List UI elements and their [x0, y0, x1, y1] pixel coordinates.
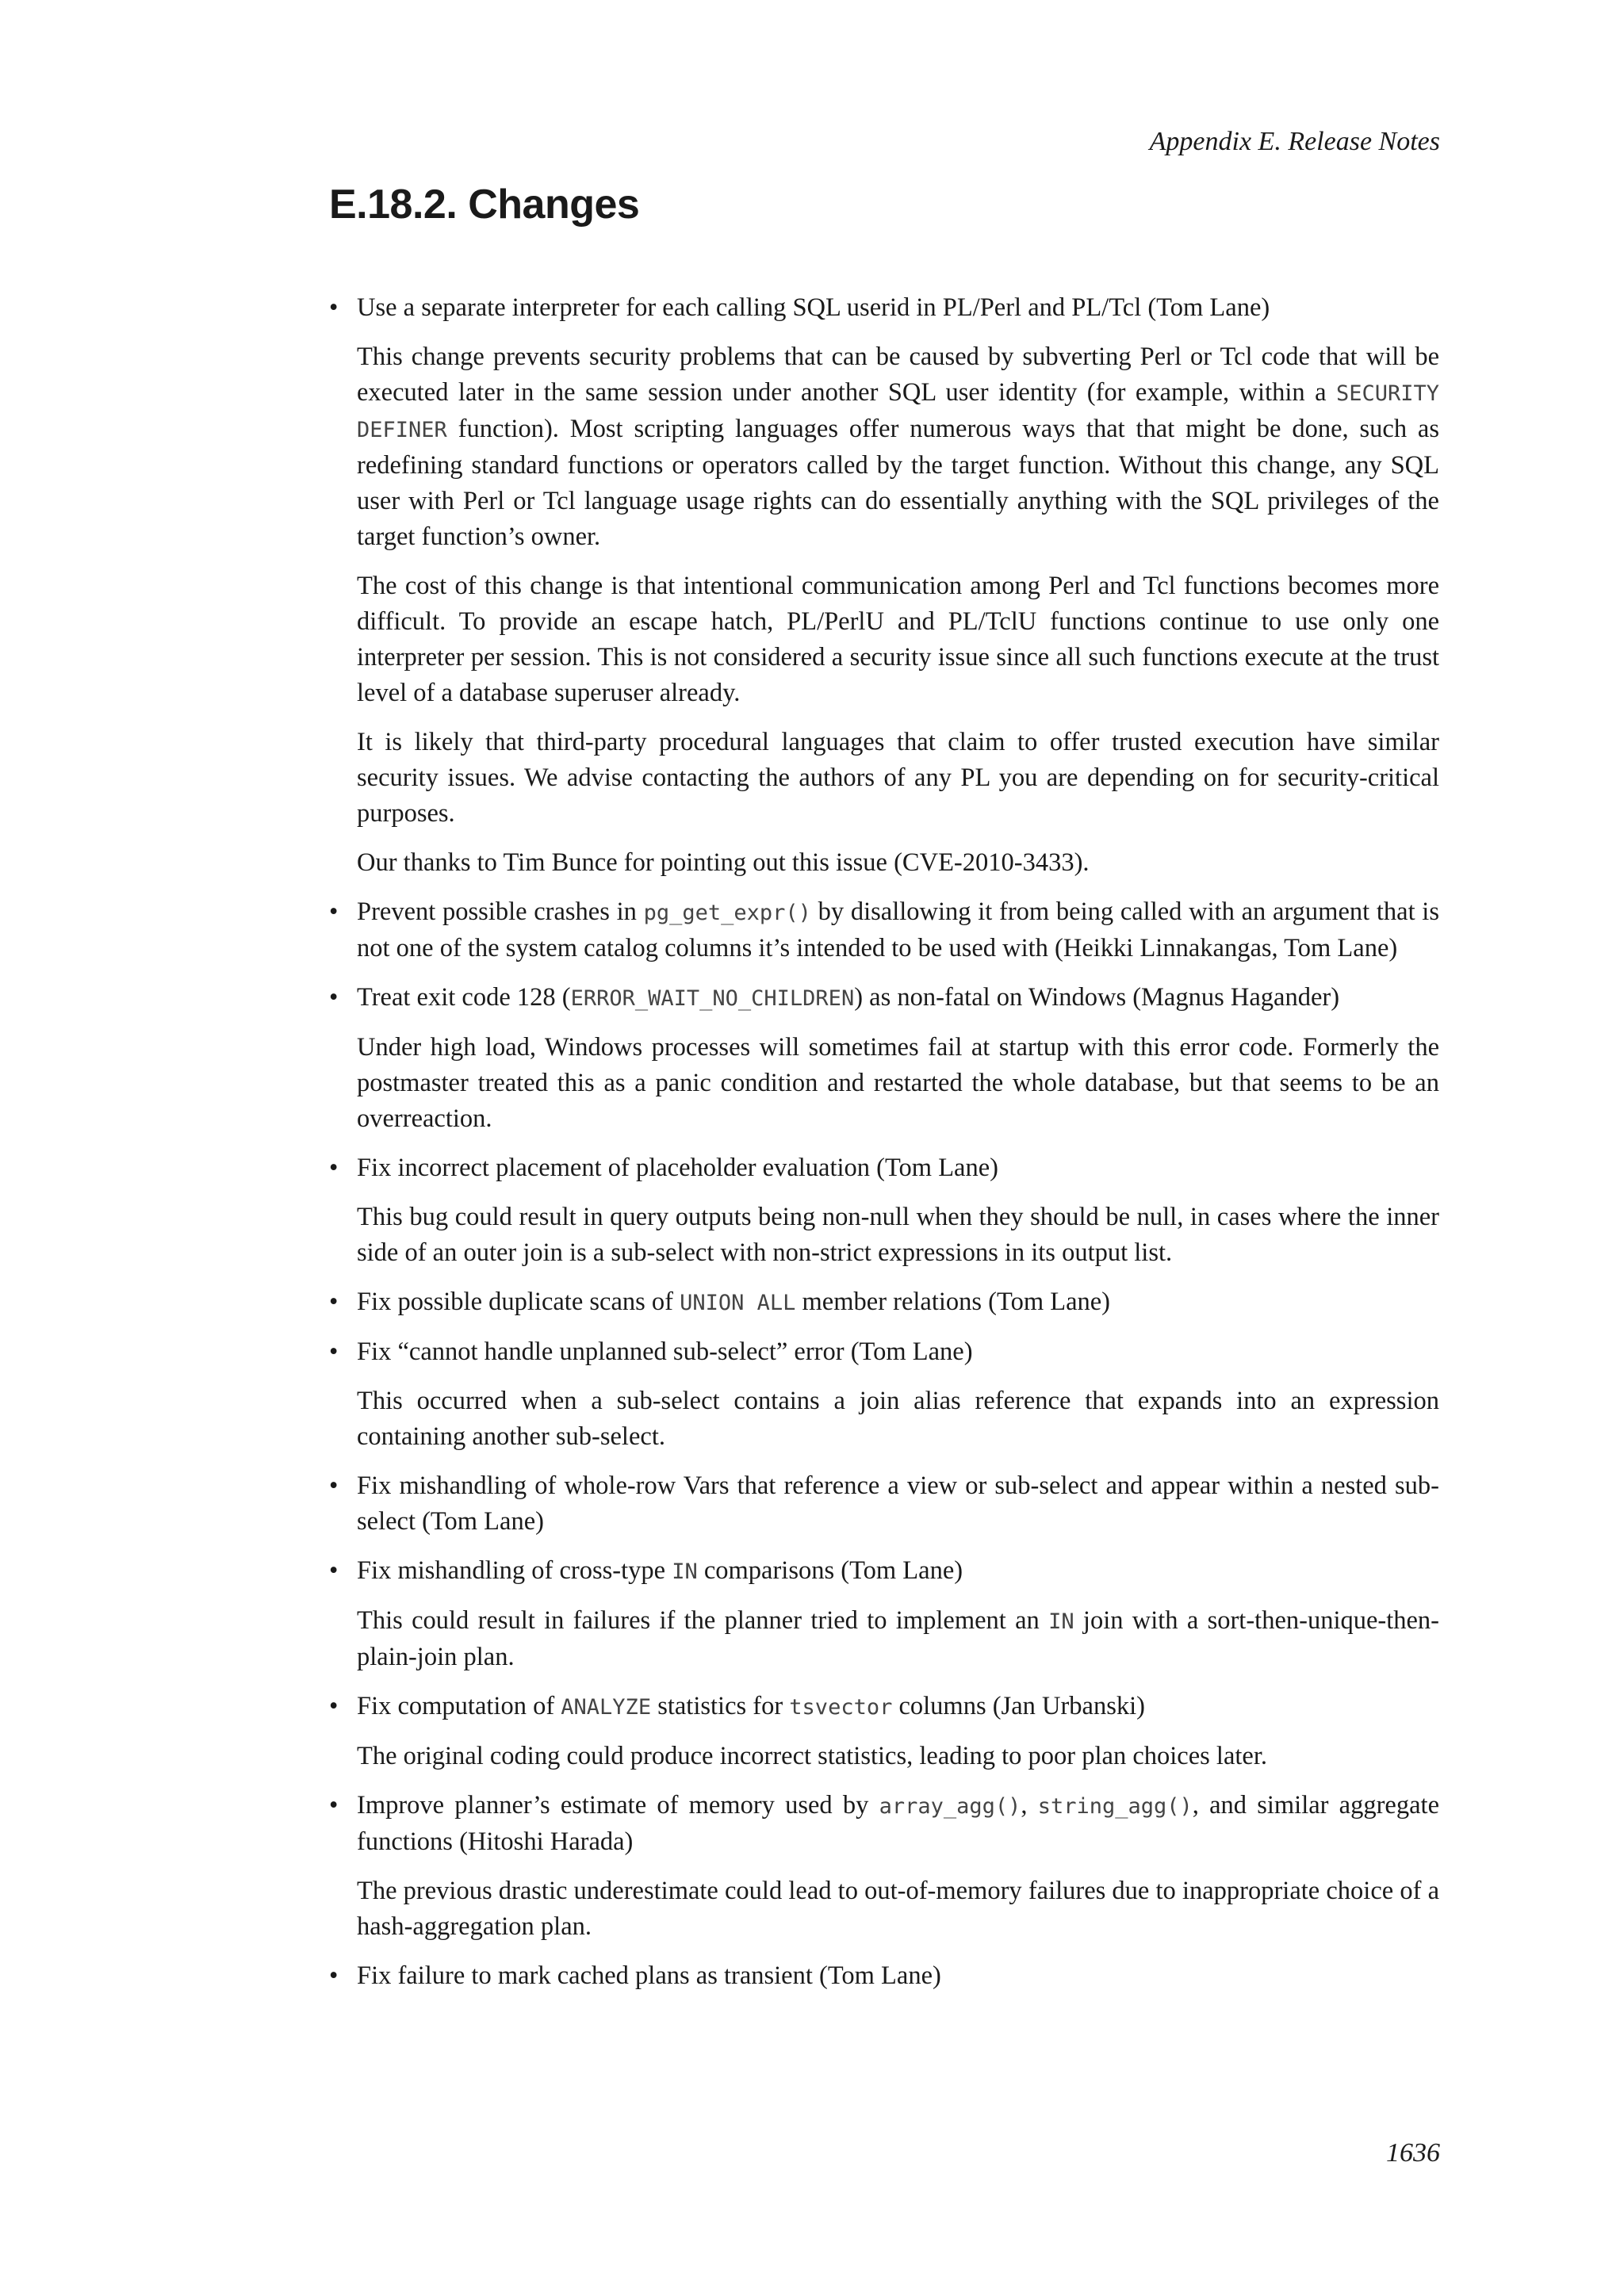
running-header: Appendix E. Release Notes — [1149, 127, 1440, 156]
section-title: E.18.2. Changes — [329, 182, 640, 228]
bullet: • — [329, 1961, 339, 1990]
item-summary: Fix mishandling of cross-type IN comparisons (Tom Lane) — [357, 1556, 963, 1585]
item-summary: Fix computation of ANALYZE statistics for tsvector columns (Jan Urbanski) — [357, 1692, 1145, 1720]
inline-code: ERROR_WAIT_NO_CHILDREN — [570, 986, 855, 1011]
bullet: • — [329, 1692, 339, 1720]
item-summary: Improve planner’s estimate of memory used by array_agg(), string_agg(), and similar aggregate functions (Hitoshi Harada) — [357, 1791, 1439, 1856]
list-item — [329, 1788, 1439, 1945]
bullet: • — [329, 1791, 339, 1820]
item-detail: Our thanks to Tim Bunce for pointing out this issue (CVE-2010-3433). — [357, 848, 1090, 877]
item-summary: Use a separate interpreter for each calling SQL userid in PL/Perl and PL/Tcl (Tom Lane) — [357, 293, 1270, 322]
page-number: 1636 — [1386, 2138, 1440, 2168]
item-summary: Fix “cannot handle unplanned sub-select” error (Tom Lane) — [357, 1337, 973, 1366]
list-item — [329, 980, 1439, 1137]
bullet: • — [329, 1556, 339, 1585]
bullet: • — [329, 897, 339, 926]
item-detail: The previous drastic underestimate could lead to out-of-memory failures due to inappropriate choice of a hash-aggregation plan. — [357, 1877, 1439, 1941]
inline-code: array_agg() — [879, 1794, 1021, 1819]
bullet: • — [329, 983, 339, 1012]
inline-code: ANALYZE — [561, 1695, 652, 1720]
bullet: • — [329, 1471, 339, 1500]
list-item — [329, 894, 1439, 966]
item-summary: Fix incorrect placement of placeholder evaluation (Tom Lane) — [357, 1154, 998, 1182]
inline-code: IN — [672, 1559, 698, 1584]
item-summary: Fix possible duplicate scans of UNION ALL member relations (Tom Lane) — [357, 1288, 1111, 1316]
item-detail: The original coding could produce incorrect statistics, leading to poor plan choices later. — [357, 1742, 1267, 1770]
item-detail: The cost of this change is that intentional communication among Perl and Tcl functions becomes more difficult. To provide an escape hatch, PL/PerlU and PL/TclU functions continue to use only one interpreter per session. This is not considered a security issue since all such functions execute at the trust level of a database superuser already. — [357, 572, 1439, 707]
bullet: • — [329, 1288, 339, 1316]
item-detail: This change prevents security problems that can be caused by subverting Perl or Tcl code that will be executed later in the same session under another SQL user identity (for example, within a SECURITY DEFINER function). Most scripting languages offer numerous ways that that might be done, such as redefining standard functions or operators called by the target function. Without this change, any SQL user with Perl or Tcl language usage rights can do essentially anything with the SQL privileges of the target function’s owner. — [357, 342, 1439, 551]
list-item — [329, 1553, 1439, 1675]
inline-code: SECURITY DEFINER — [357, 381, 1439, 442]
list-item — [329, 1284, 1439, 1321]
list-item — [329, 1468, 1439, 1540]
inline-code: pg_get_expr() — [643, 901, 811, 925]
list-item — [329, 290, 1439, 881]
item-detail: This occurred when a sub-select contains a join alias reference that expands into an expression containing another sub-select. — [357, 1387, 1439, 1451]
inline-code: tsvector — [789, 1695, 893, 1720]
item-detail: This could result in failures if the planner tried to implement an IN join with a sort-then-unique-then-plain-join plan. — [357, 1606, 1439, 1671]
bullet: • — [329, 1154, 339, 1182]
list-item — [329, 1334, 1439, 1455]
release-notes-list — [329, 290, 1439, 2007]
inline-code: UNION ALL — [680, 1291, 796, 1315]
bullet: • — [329, 1337, 339, 1366]
list-item — [329, 1689, 1439, 1774]
list-item — [329, 1150, 1439, 1271]
item-summary: Prevent possible crashes in pg_get_expr() by disallowing it from being called with an argument that is not one of the system catalog columns it’s intended to be used with (Heikki Linnakangas, Tom Lane) — [357, 897, 1439, 962]
inline-code: IN — [1048, 1609, 1074, 1634]
item-summary: Treat exit code 128 (ERROR_WAIT_NO_CHILDREN) as non-fatal on Windows (Magnus Hagander) — [357, 983, 1340, 1012]
inline-code: string_agg() — [1037, 1794, 1193, 1819]
item-summary: Fix mishandling of whole-row Vars that reference a view or sub-select and appear within a nested sub-select (Tom Lane) — [357, 1471, 1439, 1536]
item-summary: Fix failure to mark cached plans as transient (Tom Lane) — [357, 1961, 941, 1990]
bullet: • — [329, 293, 339, 322]
item-detail: Under high load, Windows processes will sometimes fail at startup with this error code. Formerly the postmaster treated this as a panic condition and restarted the whole database, but that seems to be an overreaction. — [357, 1033, 1439, 1133]
list-item — [329, 1958, 1439, 1994]
item-detail: This bug could result in query outputs being non-null when they should be null, in cases where the inner side of an outer join is a sub-select with non-strict expressions in its output list. — [357, 1203, 1439, 1267]
item-detail: It is likely that third-party procedural languages that claim to offer trusted execution have similar security issues. We advise contacting the authors of any PL you are depending on for security-critical purposes. — [357, 728, 1439, 828]
